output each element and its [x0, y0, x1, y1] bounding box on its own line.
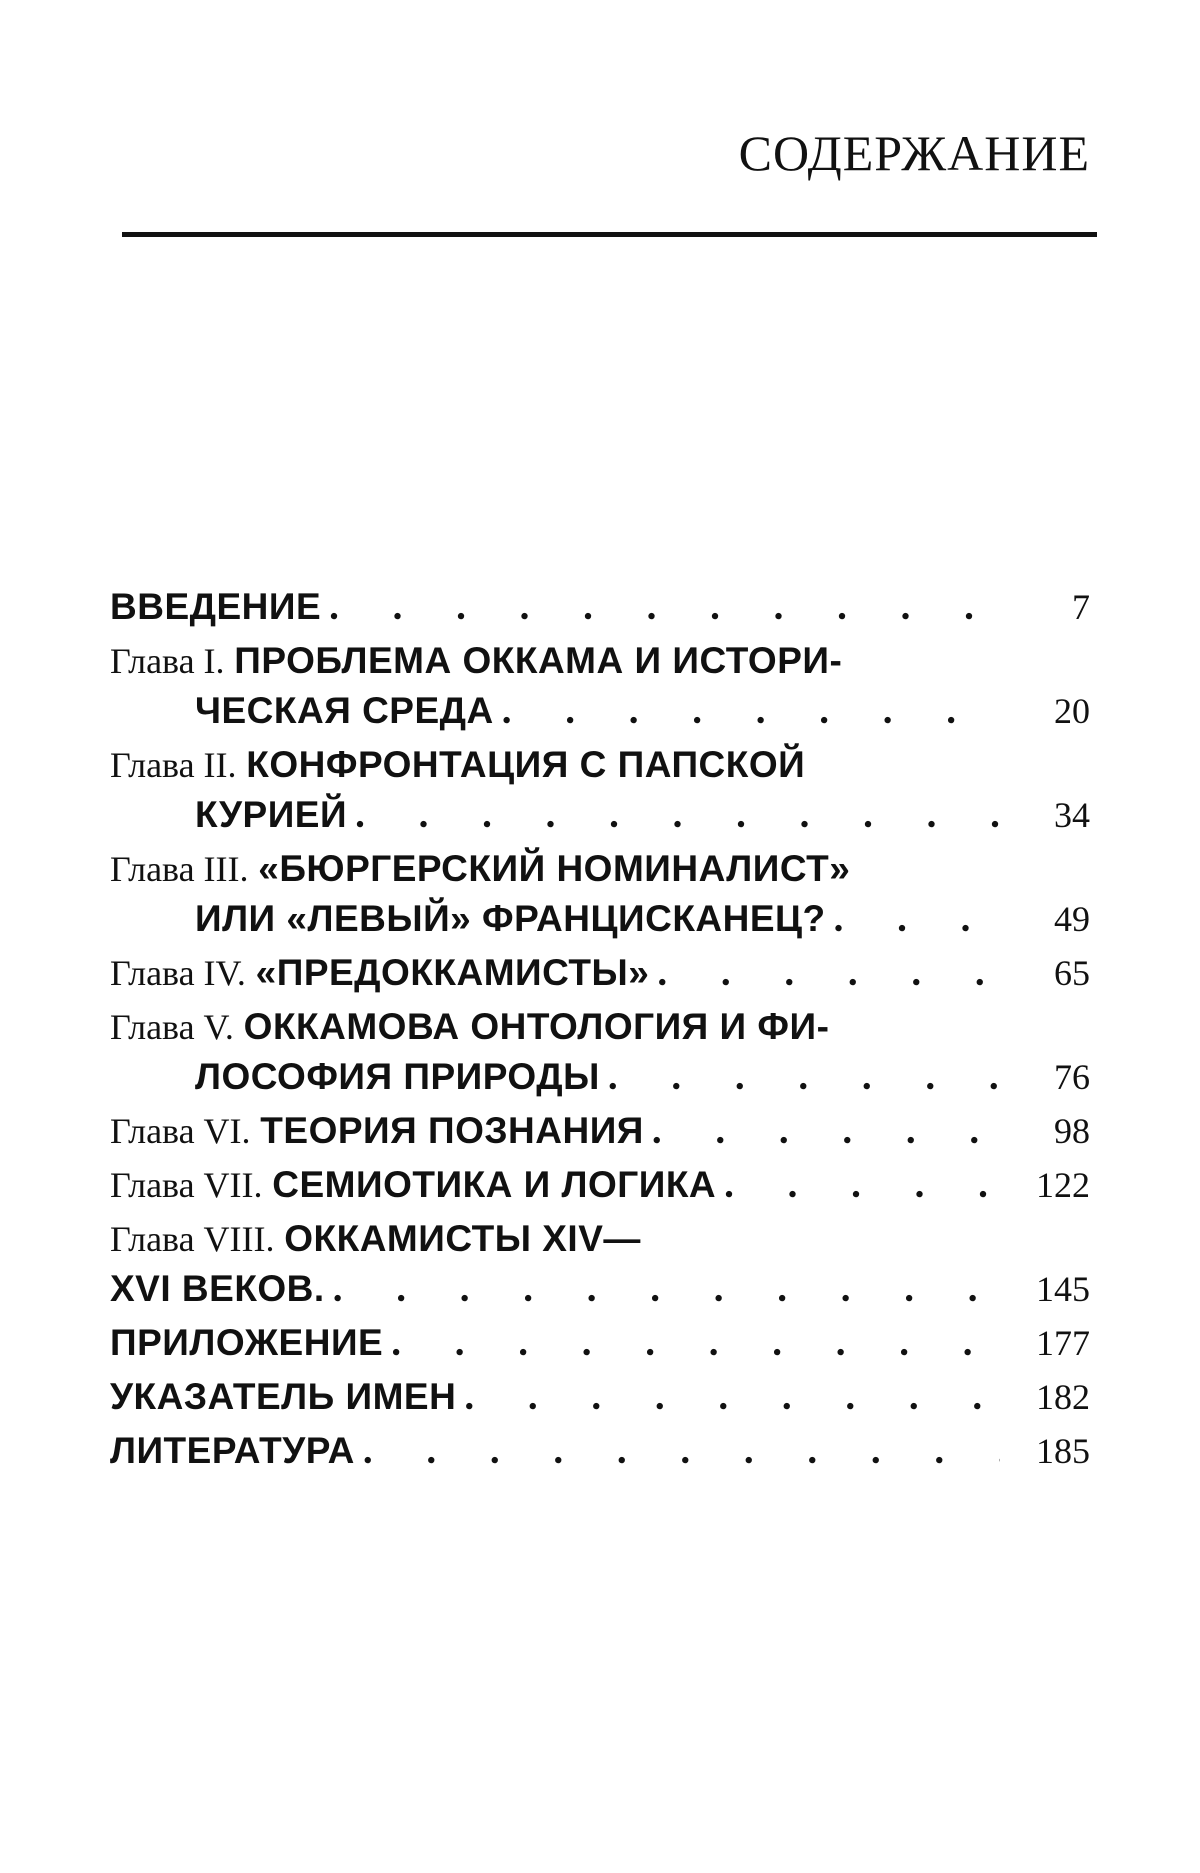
toc-page-number: 122	[1036, 1165, 1090, 1205]
toc-page-number: 185	[1036, 1431, 1090, 1471]
toc-entry-heading: ПРИЛОЖЕНИЕ	[110, 1322, 384, 1363]
dot-leader	[355, 1426, 1000, 1476]
chapter-prefix: Глава IV.	[110, 953, 246, 993]
toc-page-number: 49	[1054, 899, 1090, 939]
dot-leader	[826, 894, 1000, 944]
toc-entry-heading-continued: ЧЕСКАЯ СРЕДА	[195, 690, 494, 731]
toc-page-number: 65	[1054, 953, 1090, 993]
dot-leader	[347, 790, 1000, 840]
toc-entry-heading: СЕМИОТИКА И ЛОГИКА	[272, 1164, 717, 1205]
toc-entry-chapter-6[interactable]	[100, 1106, 1090, 1156]
toc-entry-heading-continued: ЛОСОФИЯ ПРИРОДЫ	[195, 1056, 600, 1097]
toc-page-number: 182	[1036, 1377, 1090, 1417]
toc-entry-chapter-2[interactable]	[100, 740, 1090, 840]
chapter-prefix: Глава I.	[110, 641, 225, 681]
toc-entry-heading: ВВЕДЕНИЕ	[110, 586, 322, 627]
toc-page-number: 34	[1054, 795, 1090, 835]
toc-entry-heading: ТЕОРИЯ ПОЗНАНИЯ	[260, 1110, 644, 1151]
toc-entry-chapter-4[interactable]	[100, 948, 1090, 998]
chapter-prefix: Глава V.	[110, 1007, 234, 1047]
toc-page-number: 7	[1072, 587, 1090, 627]
table-of-contents	[100, 582, 1090, 1480]
toc-entry-appendix[interactable]	[100, 1318, 1090, 1368]
chapter-prefix: Глава VIII.	[110, 1219, 275, 1259]
chapter-prefix: Глава VI.	[110, 1111, 251, 1151]
dot-leader	[644, 1106, 1000, 1156]
dot-leader	[325, 1264, 1000, 1314]
chapter-prefix: Глава II.	[110, 745, 237, 785]
toc-entry-heading-continued: XVI ВЕКОВ.	[110, 1268, 325, 1309]
toc-entry-chapter-1[interactable]	[100, 636, 1090, 736]
title-rule	[122, 232, 1097, 237]
dot-leader	[494, 686, 1000, 736]
toc-entry-heading: ПРОБЛЕМА ОККАМА И ИСТОРИ-	[234, 640, 843, 681]
toc-entry-heading: ЛИТЕРАТУРА	[110, 1430, 355, 1471]
toc-entry-chapter-3[interactable]	[100, 844, 1090, 944]
toc-entry-heading-continued: ИЛИ «ЛЕВЫЙ» ФРАНЦИСКАНЕЦ?	[195, 898, 826, 939]
toc-entry-chapter-7[interactable]	[100, 1160, 1090, 1210]
toc-entry-chapter-8[interactable]	[100, 1214, 1090, 1314]
toc-page-number: 177	[1036, 1323, 1090, 1363]
toc-entry-heading-continued: КУРИЕЙ	[195, 794, 348, 835]
toc-entry-heading: «ПРЕДОККАМИСТЫ»	[255, 952, 650, 993]
toc-page-number: 145	[1036, 1269, 1090, 1309]
toc-entry-heading: ОККАМИСТЫ XIV—	[284, 1218, 641, 1259]
chapter-prefix: Глава III.	[110, 849, 249, 889]
dot-leader	[383, 1318, 1000, 1368]
toc-entry-introduction[interactable]	[100, 582, 1090, 632]
toc-entry-chapter-5[interactable]	[100, 1002, 1090, 1102]
toc-entry-heading: ОККАМОВА ОНТОЛОГИЯ И ФИ-	[243, 1006, 830, 1047]
toc-entry-heading: КОНФРОНТАЦИЯ С ПАПСКОЙ	[246, 744, 806, 785]
page-title: СОДЕРЖАНИЕ	[738, 125, 1090, 181]
toc-entry-name-index[interactable]	[100, 1372, 1090, 1422]
toc-page-number: 76	[1054, 1057, 1090, 1097]
toc-entry-heading: УКАЗАТЕЛЬ ИМЕН	[110, 1376, 457, 1417]
dot-leader	[716, 1160, 1000, 1210]
toc-page-number: 98	[1054, 1111, 1090, 1151]
toc-page-number: 20	[1054, 691, 1090, 731]
toc-entry-bibliography[interactable]	[100, 1426, 1090, 1476]
toc-entry-heading: «БЮРГЕРСКИЙ НОМИНАЛИСТ»	[258, 848, 851, 889]
chapter-prefix: Глава VII.	[110, 1165, 263, 1205]
dot-leader	[600, 1052, 1000, 1102]
dot-leader	[649, 948, 1000, 998]
dot-leader	[456, 1372, 1000, 1422]
dot-leader	[321, 582, 1000, 632]
